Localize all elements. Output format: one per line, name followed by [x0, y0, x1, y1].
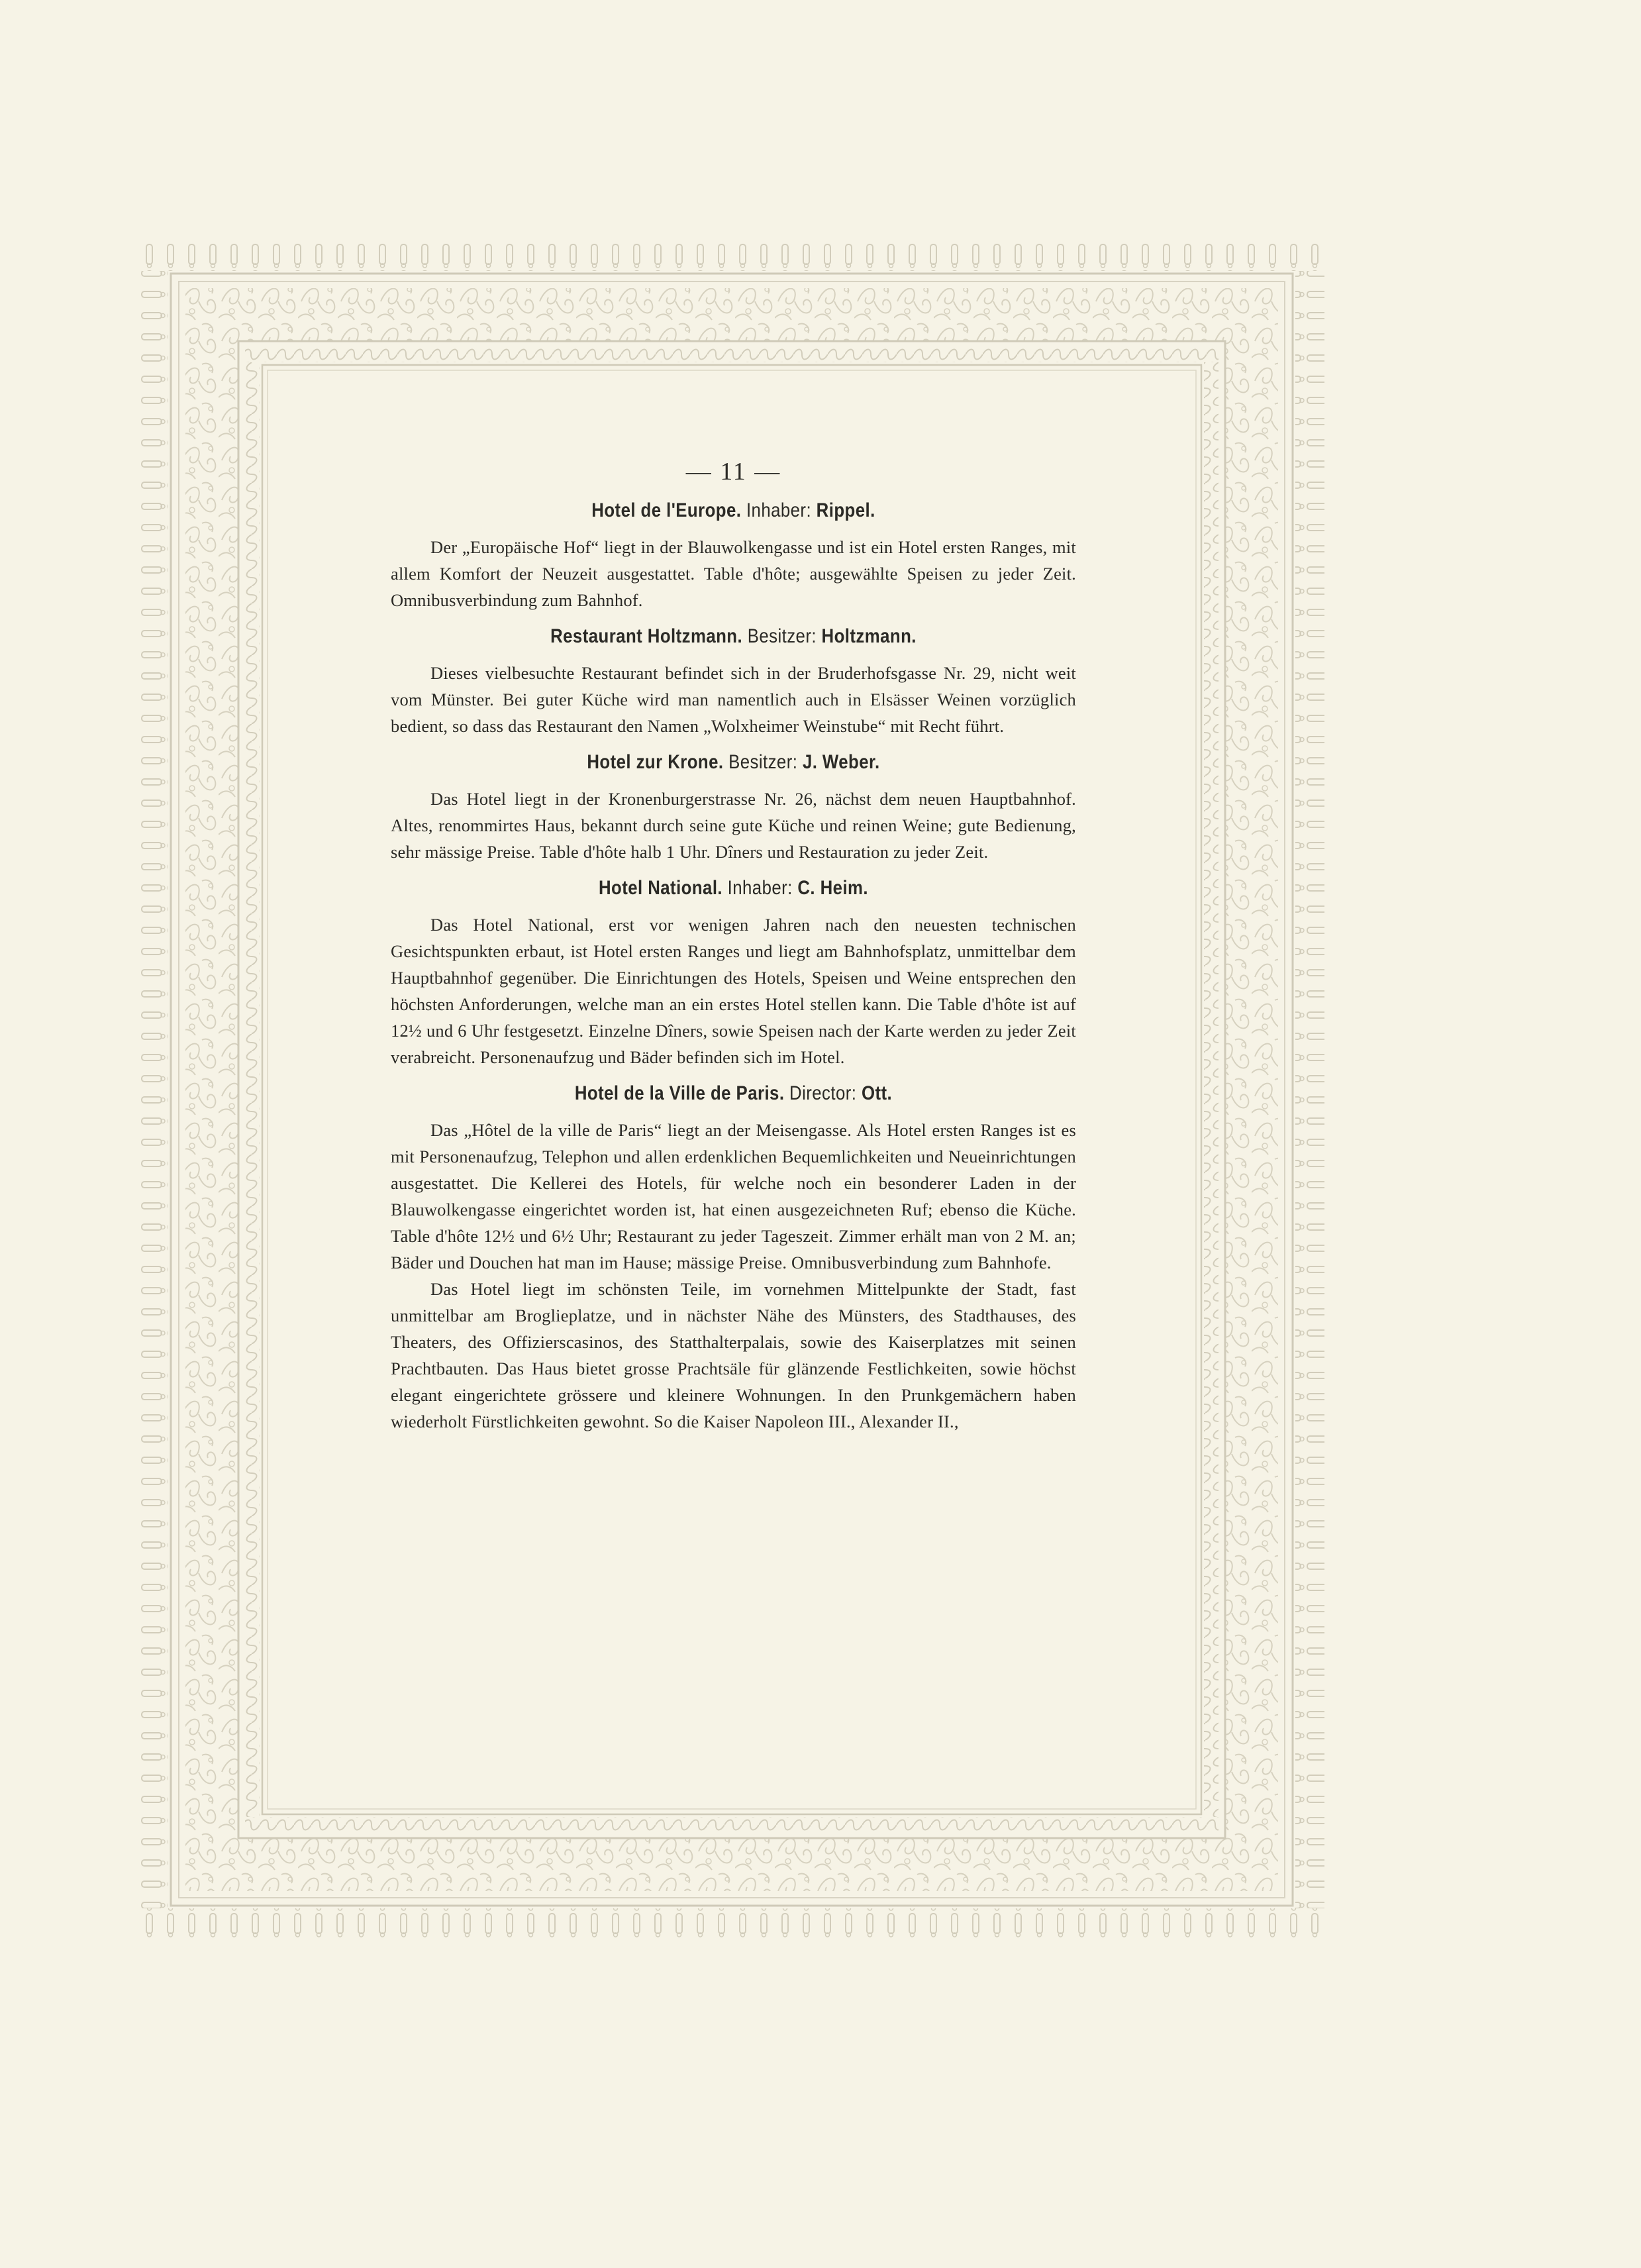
entry-paragraph: Das Hotel National, erst vor wenigen Jahren nach den neuesten technischen Gesichtspunkten erbaut, ist Hotel ersten Ranges und liegt am Bahnhofsplatz, unmittelbar dem Hauptbahnhof gegenüber. Die Einrichtungen des Hotels, Speisen und Weine entsprechen den höchsten Anforderungen, welche man an ein erstes Hotel stellen kann. Die Table d'hôte ist auf 12½ und 6 Uhr festgesetzt. Einzelne Dîners, sowie Speisen nach der Karte werden zu jeder Zeit verabreicht. Personenaufzug und Bäder befinden sich im Hotel.	[391, 915, 1076, 1067]
entry-hotel-zur-krone	[391, 751, 1076, 865]
entry-paragraph: Das Hotel liegt in der Kronenburgerstrasse Nr. 26, nächst dem neuen Hauptbahnhof. Altes, renommirtes Haus, bekannt durch seine gute Küche und reinen Weine; gute Bedienung, sehr mässige Preise. Table d'hôte halb 1 Uhr. Dîners und Restauration zu jeder Zeit.	[391, 789, 1076, 862]
entry-paragraph: Das Hotel liegt im schönsten Teile, im vornehmen Mittelpunkte der Stadt, fast unmittelbar am Broglieplatze, und in nächster Nähe des Münsters, des Stadthauses, des Theaters, des Offizierscasinos, des Statthalterpalais, sowie des Kaiserplatzes mit seinen Prachtbauten. Das Haus bietet grosse Prachtsäle für glänzende Festlichkeiten, sowie höchst elegant eingerichtete grössere und kleinere Wohnungen. In den Prunkgemächern haben wiederholt Fürstlichkeiten gewohnt. So die Kaiser Napoleon III., Alexander II.,	[391, 1279, 1076, 1431]
entry-name: Hotel National.	[598, 877, 723, 899]
page-number: — 11 —	[685, 458, 781, 486]
entry-role: Inhaber:	[746, 499, 812, 521]
entry-owner: Holtzmann.	[821, 625, 917, 647]
entry-heading	[438, 1082, 1028, 1105]
entry-owner: C. Heim.	[797, 877, 869, 899]
entry-heading	[438, 751, 1028, 774]
entry-heading	[438, 499, 1028, 522]
entry-name: Hotel zur Krone.	[587, 751, 724, 773]
entry-hotel-national	[391, 877, 1076, 1070]
entry-role: Besitzer:	[747, 625, 817, 647]
entry-hotel-de-la-ville-de-paris	[391, 1082, 1076, 1435]
entry-paragraph: Das „Hôtel de la ville de Paris“ liegt an der Meisengasse. Als Hotel ersten Ranges ist es mit Personenaufzug, Telephon und allen erdenklichen Bequemlichkeiten und Neueinrichtungen ausgestattet. Die Kellerei des Hotels, für welche noch ein besonderer Laden in der Blauwolkengasse eingerichtet worden ist, hat einen ausgezeichneten Ruf; ebenso die Küche. Table d'hôte 12½ und 6½ Uhr; Restaurant zu jeder Tageszeit. Zimmer erhält man von 2 M. an; Bäder und Douchen hat man im Hause; mässige Preise. Omnibusverbindung zum Bahnhofe.	[391, 1120, 1076, 1272]
entry-owner: Rippel.	[816, 499, 875, 521]
page-content	[391, 457, 1076, 1447]
entry-heading	[438, 625, 1028, 648]
entry-name: Hotel de la Ville de Paris.	[574, 1082, 785, 1104]
entry-hotel-de-leurope	[391, 499, 1076, 613]
entry-paragraph: Dieses vielbesuchte Restaurant befindet sich in der Bruderhofsgasse Nr. 29, nicht weit vom Münster. Bei guter Küche wird man namentlich auch in Elsässer Weinen vorzüglich bedient, so dass das Restaurant den Namen „Wolxheimer Weinstube“ mit Recht führt.	[391, 663, 1076, 736]
entry-role: Inhaber:	[727, 877, 793, 899]
entry-restaurant-holtzmann	[391, 625, 1076, 739]
entry-owner: Ott.	[862, 1082, 893, 1104]
entry-role: Besitzer:	[728, 751, 798, 773]
entry-role: Director:	[789, 1082, 857, 1104]
entry-heading	[438, 877, 1028, 900]
entry-name: Restaurant Holtzmann.	[550, 625, 743, 647]
entry-paragraph: Der „Europäische Hof“ liegt in der Blauwolkengasse und ist ein Hotel ersten Ranges, mit allem Komfort der Neuzeit ausgestattet. Table d'hôte; ausgewählte Speisen zu jeder Zeit. Omnibusverbindung zum Bahnhof.	[391, 537, 1076, 610]
entry-owner: J. Weber.	[802, 751, 880, 773]
entry-name: Hotel de l'Europe.	[591, 499, 742, 521]
